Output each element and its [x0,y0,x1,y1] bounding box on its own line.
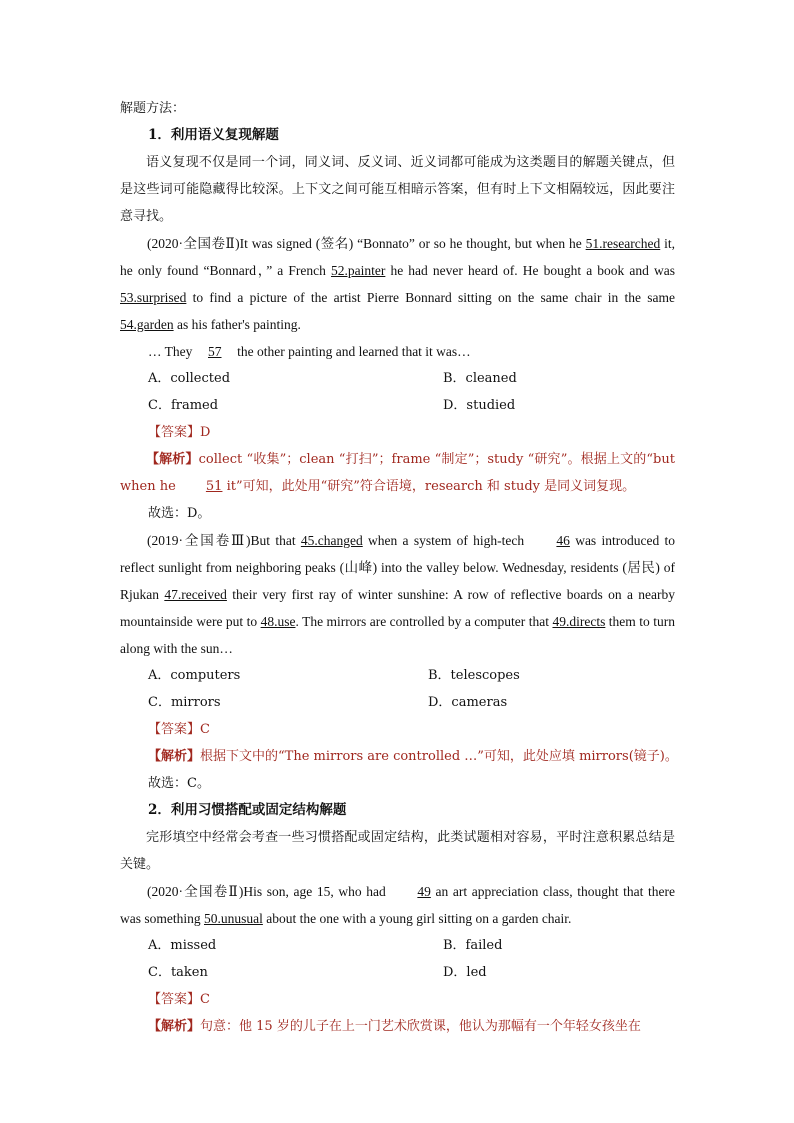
question-2-options-row-2 [120,689,675,716]
question-3-passage: (2020·全国卷Ⅱ)His son, age 15, who had 49 an art appreciation class, thought that there was something 50.unusual about the one with a young girl sitting on a garden chair. [120,878,675,932]
option-d: D．led [443,965,487,980]
section-2-title: 2．利用习惯搭配或固定结构解题 [148,802,347,818]
question-2-answer: 【答案】C [148,722,210,737]
underlined-word: 53.surprised [120,290,187,305]
question-2-choice: 故选：C。 [148,776,210,791]
question-1-options-row-1 [120,365,675,392]
underlined-word: 47.received [164,587,227,602]
underlined-word: 52.painter [331,263,386,278]
question-1-answer: 【答案】D [148,425,211,440]
option-a: A．computers [148,668,241,683]
underlined-word: 48.use [260,614,296,629]
blank-57: 57 [208,344,222,359]
question-1-choice: 故选：D。 [148,506,211,521]
question-2-passage: (2019·全国卷Ⅲ)But that 45.changed when a system of high-tech 46 was introduced to reflect sunlight from neighboring peaks (山峰) into the valley below. Wednesday, residents (居民) of Rjukan 47.received their very first ray of winter sunshine: A row of reflective boards on a nearby mountainside were put to 48.use. The mirrors are controlled by a computer that 49.directs them to turn along with the sun… [120,527,675,662]
blank-46: 46 [556,533,570,548]
option-a: A．collected [148,371,231,386]
section-1-paragraph: 语义复现不仅是同一个词，同义词、反义词、近义词都可能成为这类题目的解题关键点，但是这些词可能隐藏得比较深。上下文之间可能互相暗示答案，但有时上下文相隔较远，因此要注意寻找。 [120,155,675,224]
option-d: D．studied [443,398,516,413]
underlined-word: 45.changed [300,533,363,548]
option-c: C．mirrors [148,695,221,710]
underlined-word: 50.unusual [204,911,263,926]
option-c: C．framed [148,398,219,413]
option-b: B．telescopes [428,668,520,683]
blank-49: 49 [417,884,431,899]
underlined-word: 54.garden [120,317,174,332]
section-1-title: 1．利用语义复现解题 [148,127,279,143]
question-2-options-row-1 [120,662,675,689]
question-3-options-row-1 [120,932,675,959]
question-3-answer: 【答案】C [148,992,210,1007]
option-d: D．cameras [428,695,508,710]
question-2-explanation: 【解析】根据下文中的“The mirrors are controlled …”可知，此处应填 mirrors(镜子)。 [148,749,678,764]
document-page [120,95,678,1040]
question-1-passage: (2020·全国卷Ⅱ)It was signed (签名) “Bonnato” or so he thought, but when he 51.researched it, he only found “Bonnard，” a French 52.painter he had never heard of. He bought a book and was 53.surprised to find a picture of the artist Pierre Bonnard sitting on the same chair in the same 54.garden as his father's painting. [120,236,675,332]
question-1-stem: … They 57 the other painting and learned that it was… [120,338,675,365]
blank-51: 51 [205,479,223,494]
intro-label: 解题方法： [120,101,186,116]
option-b: B．cleaned [443,371,517,386]
option-c: C．taken [148,965,208,980]
question-1-explanation: 【解析】collect “收集”；clean “打扫”；frame “制定”；study “研究”。根据上文的“but when he 51 it”可知，此处用“研究”符合语境，research 和 study 是同义词复现。 [120,446,675,500]
section-2-paragraph: 完形填空中经常会考查一些习惯搭配或固定结构，此类试题相对容易，平时注意积累总结是关键。 [120,830,675,872]
question-3-explanation: 【解析】句意：他 15 岁的儿子在上一门艺术欣赏课，他认为那幅有一个年轻女孩坐在 [148,1019,641,1034]
underlined-word: 51.researched [585,236,661,251]
option-b: B．failed [443,938,503,953]
underlined-word: 49.directs [552,614,606,629]
question-3-options-row-2 [120,959,675,986]
option-a: A．missed [148,938,217,953]
question-1-options-row-2 [120,392,675,419]
